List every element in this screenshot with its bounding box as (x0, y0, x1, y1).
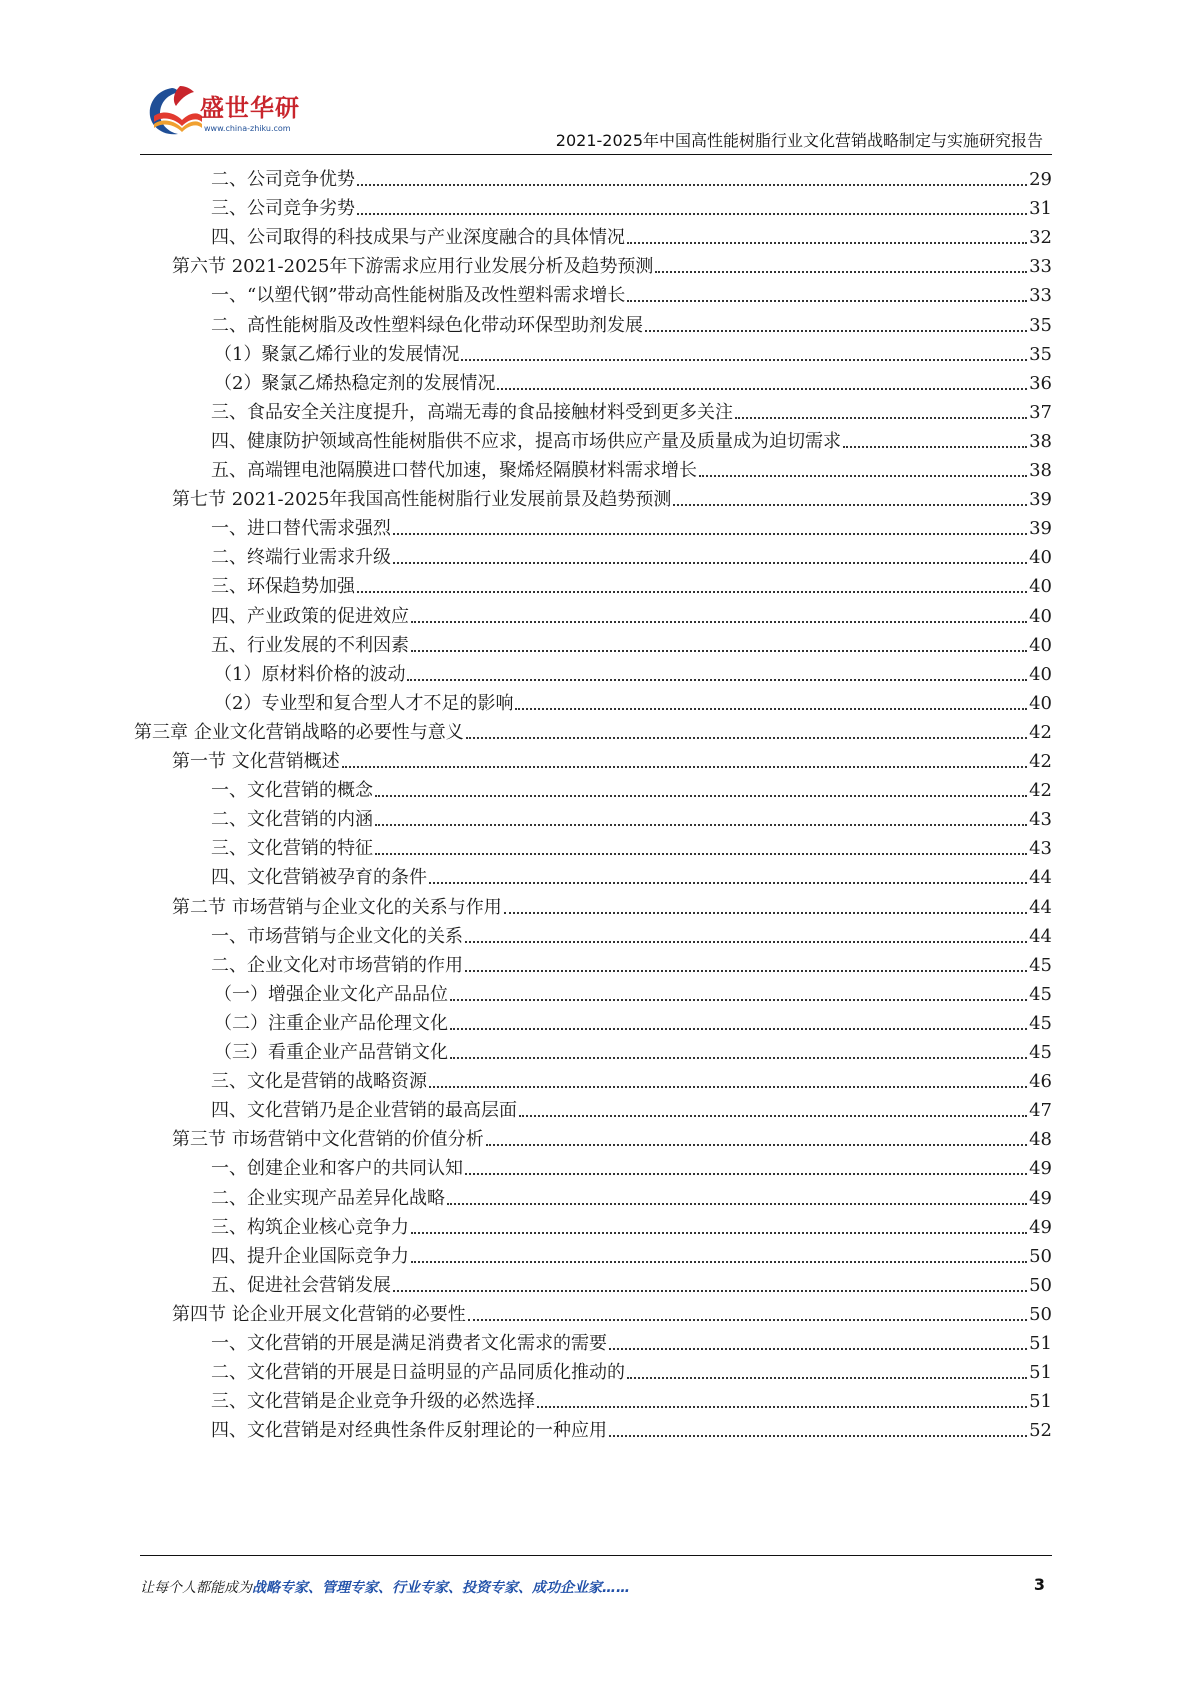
toc-entry-title: 三、环保趋势加强 (211, 576, 355, 597)
company-logo (140, 82, 320, 144)
toc-entry-title: 二、文化营销的内涵 (211, 809, 373, 830)
toc-entry-title: 第一节 文化营销概述 (172, 751, 340, 772)
toc-entry-title: 一、创建企业和客户的共同认知 (211, 1158, 463, 1179)
toc-entry-page: 40 (1029, 664, 1052, 685)
page-number: 3 (1033, 1575, 1045, 1594)
toc-entry-page: 48 (1029, 1129, 1052, 1150)
toc-entry[interactable] (211, 1151, 1052, 1181)
toc-entry-page: 49 (1029, 1217, 1052, 1238)
toc-entry-page: 40 (1029, 576, 1052, 597)
toc-entry-title: 三、文化是营销的战略资源 (211, 1071, 427, 1092)
toc-entry[interactable] (211, 919, 1052, 949)
toc-entry[interactable] (172, 249, 1052, 279)
toc-leader-dots (357, 184, 1027, 186)
toc-leader-dots (450, 1028, 1027, 1030)
toc-entry-title: 二、高性能树脂及改性塑料绿色化带动环保型助剂发展 (211, 315, 643, 336)
toc-entry-page: 38 (1029, 431, 1052, 452)
toc-entry[interactable] (172, 890, 1052, 920)
toc-entry[interactable] (211, 1326, 1052, 1356)
toc-entry-title: 第二节 市场营销与企业文化的关系与作用 (172, 897, 502, 918)
toc-leader-dots (393, 533, 1027, 535)
toc-entry[interactable] (211, 1413, 1052, 1443)
toc-entry-title: （二）注重企业产品伦理文化 (214, 1013, 448, 1034)
toc-entry-title: 二、终端行业需求升级 (211, 547, 391, 568)
toc-entry[interactable] (214, 1006, 1052, 1036)
toc-entry-page: 52 (1029, 1420, 1052, 1441)
toc-entry-page: 42 (1029, 751, 1052, 772)
toc-leader-dots (673, 504, 1027, 506)
toc-entry-page: 35 (1029, 344, 1052, 365)
toc-entry-page: 33 (1029, 256, 1052, 277)
toc-leader-dots (515, 708, 1027, 710)
toc-entry[interactable] (211, 220, 1052, 250)
toc-leader-dots (375, 795, 1027, 797)
toc-entry-page: 29 (1029, 169, 1052, 190)
toc-entry-page: 45 (1029, 955, 1052, 976)
toc-entry-page: 51 (1029, 1362, 1052, 1383)
toc-leader-dots (699, 475, 1027, 477)
toc-entry-page: 43 (1029, 838, 1052, 859)
toc-entry-title: 二、企业文化对市场营销的作用 (211, 955, 463, 976)
toc-entry[interactable] (172, 744, 1052, 774)
toc-leader-dots (461, 359, 1027, 361)
toc-entry-title: 四、公司取得的科技成果与产业深度融合的具体情况 (211, 227, 625, 248)
toc-entry-title: 一、文化营销的概念 (211, 780, 373, 801)
toc-leader-dots (375, 824, 1027, 826)
toc-entry-title: 三、文化营销的特征 (211, 838, 373, 859)
toc-entry-title: （1）聚氯乙烯行业的发展情况 (214, 344, 460, 365)
toc-leader-dots (393, 562, 1027, 564)
toc-leader-dots (465, 941, 1027, 943)
toc-entry-title: 四、产业政策的促进效应 (211, 606, 409, 627)
toc-leader-dots (486, 1144, 1027, 1146)
toc-entry-page: 31 (1029, 198, 1052, 219)
toc-entry[interactable] (214, 337, 1052, 367)
toc-entry-title: （2）聚氯乙烯热稳定剂的发展情况 (214, 373, 496, 394)
toc-entry[interactable] (211, 1210, 1052, 1240)
toc-entry[interactable] (211, 831, 1052, 861)
toc-leader-dots (466, 737, 1027, 739)
toc-entry-title: 第六节 2021-2025年下游需求应用行业发展分析及趋势预测 (172, 256, 654, 277)
toc-leader-dots (429, 1086, 1027, 1088)
toc-entry-title: 四、提升企业国际竞争力 (211, 1246, 409, 1267)
toc-entry[interactable] (214, 657, 1052, 687)
toc-leader-dots (627, 242, 1027, 244)
toc-entry-title: 第三节 市场营销中文化营销的价值分析 (172, 1129, 484, 1150)
toc-entry[interactable] (214, 686, 1052, 716)
toc-entry[interactable] (211, 453, 1052, 483)
toc-leader-dots (357, 591, 1027, 593)
toc-entry[interactable] (214, 977, 1052, 1007)
toc-entry[interactable] (211, 1239, 1052, 1269)
toc-entry-page: 46 (1029, 1071, 1052, 1092)
toc-entry-title: 三、食品安全关注度提升，高端无毒的食品接触材料受到更多关注 (211, 402, 733, 423)
toc-entry-title: （1）原材料价格的波动 (214, 664, 406, 685)
footer-slogan (140, 1577, 630, 1597)
toc-entry-page: 37 (1029, 402, 1052, 423)
report-title: 2021-2025年中国高性能树脂行业文化营销战略制定与实施研究报告 (555, 131, 1043, 150)
toc-entry-title: 一、文化营销的开展是满足消费者文化需求的需要 (211, 1333, 607, 1354)
toc-entry[interactable] (211, 1384, 1052, 1414)
toc-entry[interactable] (211, 540, 1052, 570)
toc-entry-title: 二、企业实现产品差异化战略 (211, 1188, 445, 1209)
toc-entry-page: 32 (1029, 227, 1052, 248)
toc-leader-dots (504, 912, 1027, 914)
toc-entry-page: 39 (1029, 489, 1052, 510)
logo-url: www.china-zhiku.com (204, 124, 291, 133)
toc-entry[interactable] (211, 1355, 1052, 1385)
toc-entry-page: 39 (1029, 518, 1052, 539)
header-divider (140, 154, 1052, 155)
toc-leader-dots (627, 1377, 1027, 1379)
slogan-highlight: 战略专家、管理专家、行业专家、投资专家、成功企业家…… (252, 1580, 630, 1596)
toc-leader-dots (609, 1435, 1027, 1437)
toc-entry-title: 四、文化营销被孕育的条件 (211, 867, 427, 888)
toc-entry[interactable] (211, 628, 1052, 658)
toc-entry-page: 42 (1029, 780, 1052, 801)
toc-leader-dots (735, 417, 1027, 419)
toc-leader-dots (411, 621, 1027, 623)
toc-entry-page: 38 (1029, 460, 1052, 481)
toc-leader-dots (429, 882, 1027, 884)
toc-entry-page: 45 (1029, 1042, 1052, 1063)
toc-leader-dots (645, 330, 1027, 332)
toc-entry-title: 五、行业发展的不利因素 (211, 635, 409, 656)
toc-entry[interactable] (211, 1064, 1052, 1094)
toc-entry-title: 五、高端锂电池隔膜进口替代加速，聚烯烃隔膜材料需求增长 (211, 460, 697, 481)
toc-entry-page: 49 (1029, 1158, 1052, 1179)
toc-leader-dots (843, 446, 1027, 448)
toc-leader-dots (411, 1261, 1027, 1263)
toc-entry[interactable] (211, 162, 1052, 192)
toc-entry[interactable] (211, 511, 1052, 541)
toc-entry-page: 43 (1029, 809, 1052, 830)
toc-entry-page: 51 (1029, 1333, 1052, 1354)
toc-leader-dots (450, 1057, 1027, 1059)
toc-entry-title: 一、“以塑代钢”带动高性能树脂及改性塑料需求增长 (211, 285, 626, 306)
toc-leader-dots (465, 970, 1027, 972)
toc-entry-page: 45 (1029, 1013, 1052, 1034)
toc-entry-title: 二、文化营销的开展是日益明显的产品同质化推动的 (211, 1362, 625, 1383)
toc-leader-dots (497, 388, 1027, 390)
toc-entry-title: 三、文化营销是企业竞争升级的必然选择 (211, 1391, 535, 1412)
toc-entry[interactable] (211, 802, 1052, 832)
toc-entry-page: 51 (1029, 1391, 1052, 1412)
toc-entry-page: 50 (1029, 1246, 1052, 1267)
toc-leader-dots (375, 853, 1027, 855)
toc-entry-page: 44 (1029, 867, 1052, 888)
toc-entry[interactable] (211, 395, 1052, 425)
toc-leader-dots (357, 213, 1027, 215)
toc-entry-title: 三、构筑企业核心竞争力 (211, 1217, 409, 1238)
toc-leader-dots (450, 999, 1027, 1001)
toc-entry-page: 40 (1029, 547, 1052, 568)
toc-entry[interactable] (211, 1181, 1052, 1211)
toc-entry-page: 44 (1029, 897, 1052, 918)
toc-leader-dots (655, 271, 1027, 273)
toc-leader-dots (537, 1406, 1027, 1408)
toc-entry-title: 四、文化营销是对经典性条件反射理论的一种应用 (211, 1420, 607, 1441)
toc-entry-page: 40 (1029, 693, 1052, 714)
toc-leader-dots (519, 1115, 1027, 1117)
toc-entry-page: 40 (1029, 606, 1052, 627)
toc-entry[interactable] (211, 1268, 1052, 1298)
toc-leader-dots (342, 766, 1027, 768)
toc-leader-dots (407, 679, 1027, 681)
toc-entry[interactable] (134, 715, 1052, 745)
toc-leader-dots (609, 1348, 1027, 1350)
toc-entry[interactable] (214, 1035, 1052, 1065)
toc-entry[interactable] (211, 569, 1052, 599)
toc-entry-title: 一、市场营销与企业文化的关系 (211, 926, 463, 947)
toc-entry-page: 50 (1029, 1304, 1052, 1325)
toc-entry[interactable] (211, 599, 1052, 629)
toc-entry-page: 44 (1029, 926, 1052, 947)
toc-entry-title: 四、健康防护领域高性能树脂供不应求，提高市场供应产量及质量成为迫切需求 (211, 431, 841, 452)
toc-entry-page: 49 (1029, 1188, 1052, 1209)
toc-entry[interactable] (211, 424, 1052, 454)
page-header (0, 0, 1191, 160)
toc-entry[interactable] (214, 366, 1052, 396)
toc-entry-page: 40 (1029, 635, 1052, 656)
toc-entry-title: （三）看重企业产品营销文化 (214, 1042, 448, 1063)
toc-leader-dots (411, 650, 1027, 652)
toc-entry[interactable] (172, 1297, 1052, 1327)
toc-entry-title: 一、进口替代需求强烈 (211, 518, 391, 539)
toc-entry-page: 42 (1029, 722, 1052, 743)
slogan-prefix: 让每个人都能成为 (140, 1580, 252, 1596)
toc-entry-title: 二、公司竞争优势 (211, 169, 355, 190)
toc-entry-page: 45 (1029, 984, 1052, 1005)
toc-entry-page: 33 (1029, 285, 1052, 306)
toc-leader-dots (627, 300, 1027, 302)
toc-leader-dots (447, 1203, 1027, 1205)
toc-entry[interactable] (211, 308, 1052, 338)
toc-entry[interactable] (211, 860, 1052, 890)
toc-entry[interactable] (211, 948, 1052, 978)
toc-entry-page: 36 (1029, 373, 1052, 394)
toc-leader-dots (411, 1232, 1027, 1234)
toc-entry-title: （一）增强企业文化产品品位 (214, 984, 448, 1005)
toc-entry[interactable] (211, 773, 1052, 803)
toc-entry[interactable] (172, 1122, 1052, 1152)
logo-name: 盛世华研 (200, 94, 300, 122)
toc-entry-page: 50 (1029, 1275, 1052, 1296)
toc-entry-title: 四、文化营销乃是企业营销的最高层面 (211, 1100, 517, 1121)
toc-entry-title: 第三章 企业文化营销战略的必要性与意义 (134, 722, 464, 743)
toc-entry[interactable] (211, 278, 1052, 308)
toc-entry-title: （2）专业型和复合型人才不足的影响 (214, 693, 514, 714)
toc-entry[interactable] (211, 1093, 1052, 1123)
toc-entry-title: 五、促进社会营销发展 (211, 1275, 391, 1296)
toc-entry-title: 三、公司竞争劣势 (211, 198, 355, 219)
toc-entry[interactable] (172, 482, 1052, 512)
toc-entry-page: 35 (1029, 315, 1052, 336)
toc-leader-dots (465, 1173, 1027, 1175)
toc-entry[interactable] (211, 191, 1052, 221)
toc-leader-dots (393, 1290, 1027, 1292)
toc-leader-dots (468, 1319, 1027, 1321)
toc-entry-page: 47 (1029, 1100, 1052, 1121)
footer-divider (140, 1555, 1052, 1556)
toc-entry-title: 第四节 论企业开展文化营销的必要性 (172, 1304, 466, 1325)
logo-emblem-icon (140, 82, 204, 144)
toc-entry-title: 第七节 2021-2025年我国高性能树脂行业发展前景及趋势预测 (172, 489, 672, 510)
